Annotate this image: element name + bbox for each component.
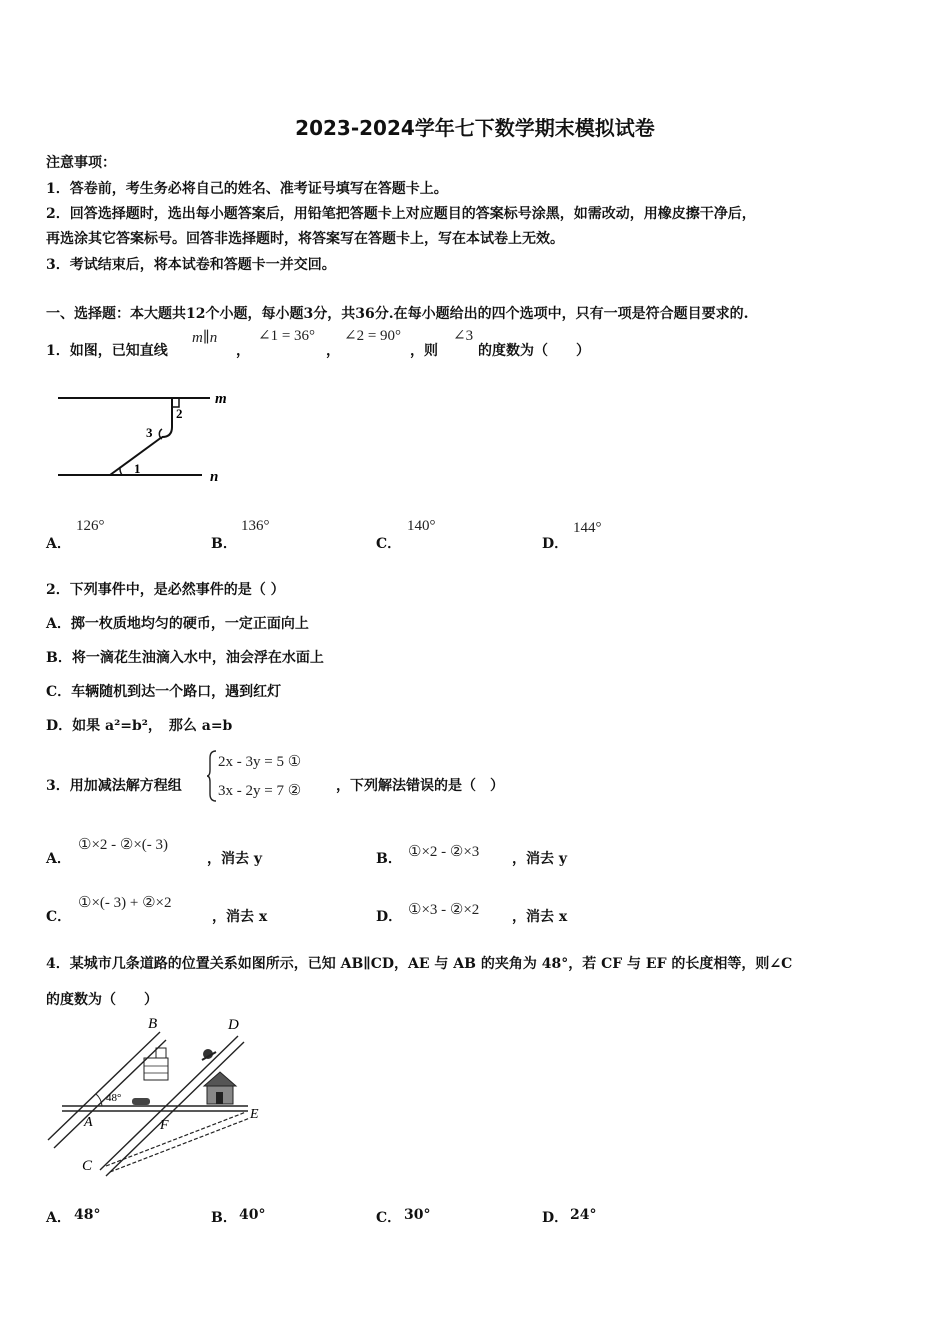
q1-cond-angle2: ∠2 = 90° [344,328,402,344]
q3-option-b-expr: ①×2 - ②×3 [408,844,480,860]
q3-prefix: 3．用加减法解方程组 [46,778,182,794]
label-f: F [160,1118,169,1133]
notice-item: 1．答卷前，考生务必将自己的姓名、准考证号填写在答题卡上。 [46,181,448,197]
label-a: A [84,1115,93,1130]
q4-stem-line2: 的度数为（ ） [46,992,158,1008]
q1-cond-angle1: ∠1 = 36° [258,328,316,344]
q1-figure [50,385,250,485]
q3-option-d-expr: ①×3 - ②×2 [408,902,480,918]
road-ab-edge [48,1032,160,1140]
label-e: E [250,1107,259,1122]
q1-option-a-letter: A． [46,536,71,552]
q1-cond-parallel: m∥n [192,330,218,346]
q4-option-d-value: 24° [570,1207,597,1223]
q3-option-b-tail: ，消去 y [512,851,568,867]
q3-option-a-tail: ，消去 y [207,851,263,867]
q3-option-c-expr: ①×(- 3) + ②×2 [78,895,172,911]
q4-option-c-value: 30° [404,1207,431,1223]
label-n: n [210,469,219,485]
q2-option-a: A．掷一枚质地均匀的硬币，一定正面向上 [46,616,309,632]
q1-sep: ，则 [410,343,438,359]
label-d: D [228,1017,239,1033]
notice-item: 再选涂其它答案标号。回答非选择题时，将答案写在答题卡上，写在本试卷上无效。 [46,231,564,247]
q4-option-b-letter: B． [211,1210,237,1226]
q3-brace [207,750,217,802]
q3-option-b-letter: B． [376,851,402,867]
label-angle-2: 2 [176,406,183,421]
section-heading: 一、选择题：本大题共12个小题，每小题3分，共36分.在每小题给出的四个选项中，只有一项是符合题目要求的. [46,306,749,322]
q3-equation-1: 2x - 3y = 5 ① [218,754,302,770]
q4-option-a-letter: A． [46,1210,71,1226]
q3-suffix: ，下列解法错误的是（ ） [336,778,504,794]
q1-cond-angle3: ∠3 [453,328,474,344]
q1-option-b-letter: B． [211,536,237,552]
q2-option-b: B．将一滴花生油滴入水中，油会浮在水面上 [46,650,324,666]
q4-option-b-value: 40° [239,1207,266,1223]
label-b: B [148,1016,158,1032]
q1-suffix: 的度数为（ ） [478,343,590,359]
road-cd-edge [106,1042,244,1176]
label-angle-3: 3 [146,425,153,440]
notice-item: 3．考试结束后，将本试卷和答题卡一并交回。 [46,257,336,273]
label-angle-1: 1 [134,461,141,476]
q1-option-b-value: 136° [241,518,270,534]
q4-figure [40,1014,270,1176]
label-c: C [82,1158,93,1174]
q1-sep: ， [236,343,250,359]
label-m: m [215,391,227,407]
notice-item: 2．回答选择题时，选出每小题答案后，用铅笔把答题卡上对应题目的答案标号涂黑，如需改动，用橡皮擦干净后， [46,206,756,222]
q3-option-a-expr: ①×2 - ②×(- 3) [78,837,169,853]
building-icon [144,1048,168,1080]
q3-equation-2: 3x - 2y = 7 ② [218,783,302,799]
road-ce-edge [110,1118,250,1172]
q4-option-c-letter: C． [376,1210,402,1226]
q2-stem: 2．下列事件中，是必然事件的是（ ） [46,582,285,598]
q4-stem-line1: 4．某城市几条道路的位置关系如图所示，已知 AB∥CD，AE 与 AB 的夹角为 48°，若 CF 与 EF 的长度相等，则∠C [46,956,793,972]
q1-prefix: 1．如图，已知直线 [46,343,168,359]
q2-option-c: C．车辆随机到达一个路口，遇到红灯 [46,684,282,700]
car-icon [132,1098,150,1105]
notice-heading: 注意事项： [46,155,116,171]
q3-option-d-tail: ，消去 x [512,909,568,925]
q1-sep: ， [326,343,340,359]
q1-option-a-value: 126° [76,518,105,534]
page-title: 2023-2024学年七下数学期末模拟试卷 [295,116,655,140]
q3-option-a-letter: A． [46,851,71,867]
rider-icon [202,1049,216,1060]
q1-option-d-letter: D． [542,536,569,552]
q4-option-d-letter: D． [542,1210,569,1226]
q1-option-c-letter: C． [376,536,402,552]
q2-option-d: D．如果 a²=b²， 那么 a=b [46,718,233,734]
q1-option-d-value: 144° [573,520,602,536]
q3-option-c-letter: C． [46,909,72,925]
label-angle: 48° [106,1092,122,1104]
bend [162,427,172,437]
road-ce-edge [106,1112,246,1166]
q1-option-c-value: 140° [407,518,436,534]
q3-option-c-tail: ，消去 x [212,909,268,925]
q4-option-a-value: 48° [74,1207,101,1223]
q3-option-d-letter: D． [376,909,403,925]
